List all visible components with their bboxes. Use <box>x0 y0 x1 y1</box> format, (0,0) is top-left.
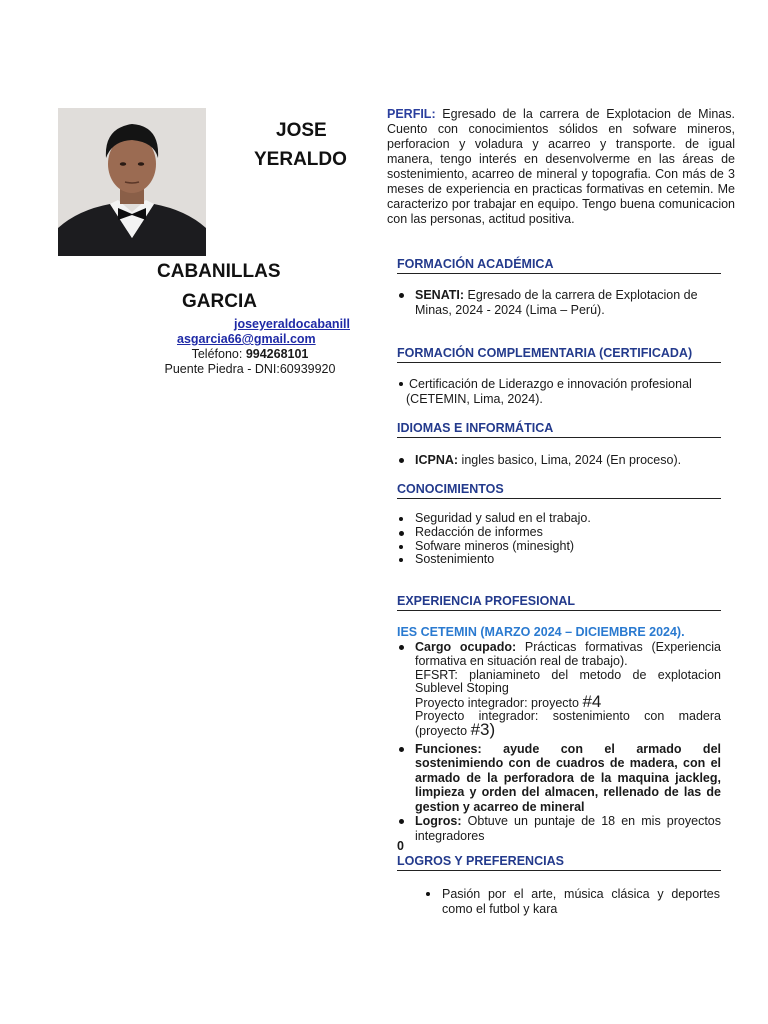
last-name-maternal: GARCIA <box>182 291 257 312</box>
list-item: Seguridad y salud en el trabajo. <box>397 512 721 526</box>
section-heading-knowledge: CONOCIMIENTOS <box>397 482 721 499</box>
functions-text: ayude con el armado del sostenimiendo con de cuadros de madera, con el armado de la perforadora de la maquina jackleg, limpieza y orden del almacen, rellenado de las de gestion y acarreo de mineral <box>415 741 721 814</box>
phone-number: 994268101 <box>245 347 309 361</box>
project2-number: #3) <box>470 719 496 739</box>
experience-project1 <box>397 691 721 711</box>
list-item: Sofware mineros (minesight) <box>397 540 721 554</box>
role-label: Cargo ocupado: <box>415 639 517 654</box>
email-link-line1[interactable]: joseyeraldocabanill <box>233 317 350 331</box>
experience-functions <box>397 742 721 815</box>
phone-label: Teléfono: <box>191 347 246 361</box>
complementary-entry <box>397 377 721 406</box>
languages-entry <box>397 453 721 468</box>
section-heading-academic: FORMACIÓN ACADÉMICA <box>397 257 721 274</box>
achievements-label: Logros: <box>415 814 462 828</box>
achievements-text: Obtuve un puntaje de 18 en mis proyectos integradores <box>415 814 721 843</box>
languages-text: ingles basico, Lima, 2024 (En proceso). <box>458 453 682 467</box>
profile-label: PERFIL: <box>387 107 436 121</box>
list-item: Pasión por el arte, música clásica y deportes como el futbol y kara <box>424 887 720 916</box>
experience-company: IES CETEMIN (MARZO 2024 – DICIEMBRE 2024). <box>397 625 685 639</box>
role-text: Prácticas formativas (Experiencia formativa en situación real de trabajo). <box>415 639 721 668</box>
stray-character: 0 <box>397 839 404 853</box>
section-heading-languages: IDIOMAS E INFORMÁTICA <box>397 421 721 438</box>
location: Puente Piedra - DNI:60939920 <box>164 362 336 376</box>
project1-number: #4 <box>582 691 602 711</box>
last-name-paternal: CABANILLAS <box>157 261 281 282</box>
phone <box>150 347 350 362</box>
list-item: Sostenimiento <box>397 553 721 567</box>
contact-block <box>150 317 350 377</box>
email-link-line2[interactable]: asgarcia66@gmail.com <box>177 332 316 346</box>
section-heading-preferences: LOGROS Y PREFERENCIAS <box>397 854 721 871</box>
experience-project2 <box>397 710 721 738</box>
project2-text: Proyecto integrador: sostenimiento con madera (proyecto <box>415 708 721 738</box>
complementary-line1: Certificación de Liderazgo e innovación profesional <box>409 377 692 391</box>
profile-photo <box>58 108 206 256</box>
section-heading-complementary: FORMACIÓN COMPLEMENTARIA (CERTIFICADA) <box>397 346 721 363</box>
experience-block <box>397 625 721 843</box>
experience-achievements <box>397 814 721 843</box>
experience-role <box>397 640 721 669</box>
preferences-entry <box>424 887 720 916</box>
first-name: JOSE <box>276 120 327 141</box>
experience-efsrt: EFSRT: planiamineto del metodo de explotacion Sublevel Stoping <box>415 667 721 695</box>
profile-summary <box>387 107 735 227</box>
complementary-line2: (CETEMIN, Lima, 2024). <box>406 391 543 406</box>
knowledge-list <box>397 512 721 567</box>
academic-label: SENATI: <box>415 288 465 302</box>
academic-text: Egresado de la carrera de Explotacion de Minas, 2024 - 2024 (Lima – Perú). <box>415 288 698 317</box>
project1-text: Proyecto integrador: proyecto <box>415 695 583 710</box>
functions-label: Funciones: <box>415 741 482 756</box>
academic-entry <box>397 288 721 317</box>
section-heading-experience: EXPERIENCIA PROFESIONAL <box>397 594 721 611</box>
person-portrait-icon <box>58 108 206 256</box>
list-item: Redacción de informes <box>397 526 721 540</box>
languages-label: ICPNA: <box>415 453 459 467</box>
middle-name: YERALDO <box>254 149 347 170</box>
profile-text: Egresado de la carrera de Explotacion de Minas. Cuento con conocimientos sólidos en sofware mineros, perforacion y voladura y acarreo y transporte. de igual manera, tengo interés en desenvolverme en las áreas de sostenimiento, acarreo de mineral y topografia. Con más de 3 meses de experiencia en practicas formativas en cetemin. Me caracterizo por trabajar en equipo. Tengo buena comunicacion con las personas, actitud positiva. <box>387 107 735 226</box>
